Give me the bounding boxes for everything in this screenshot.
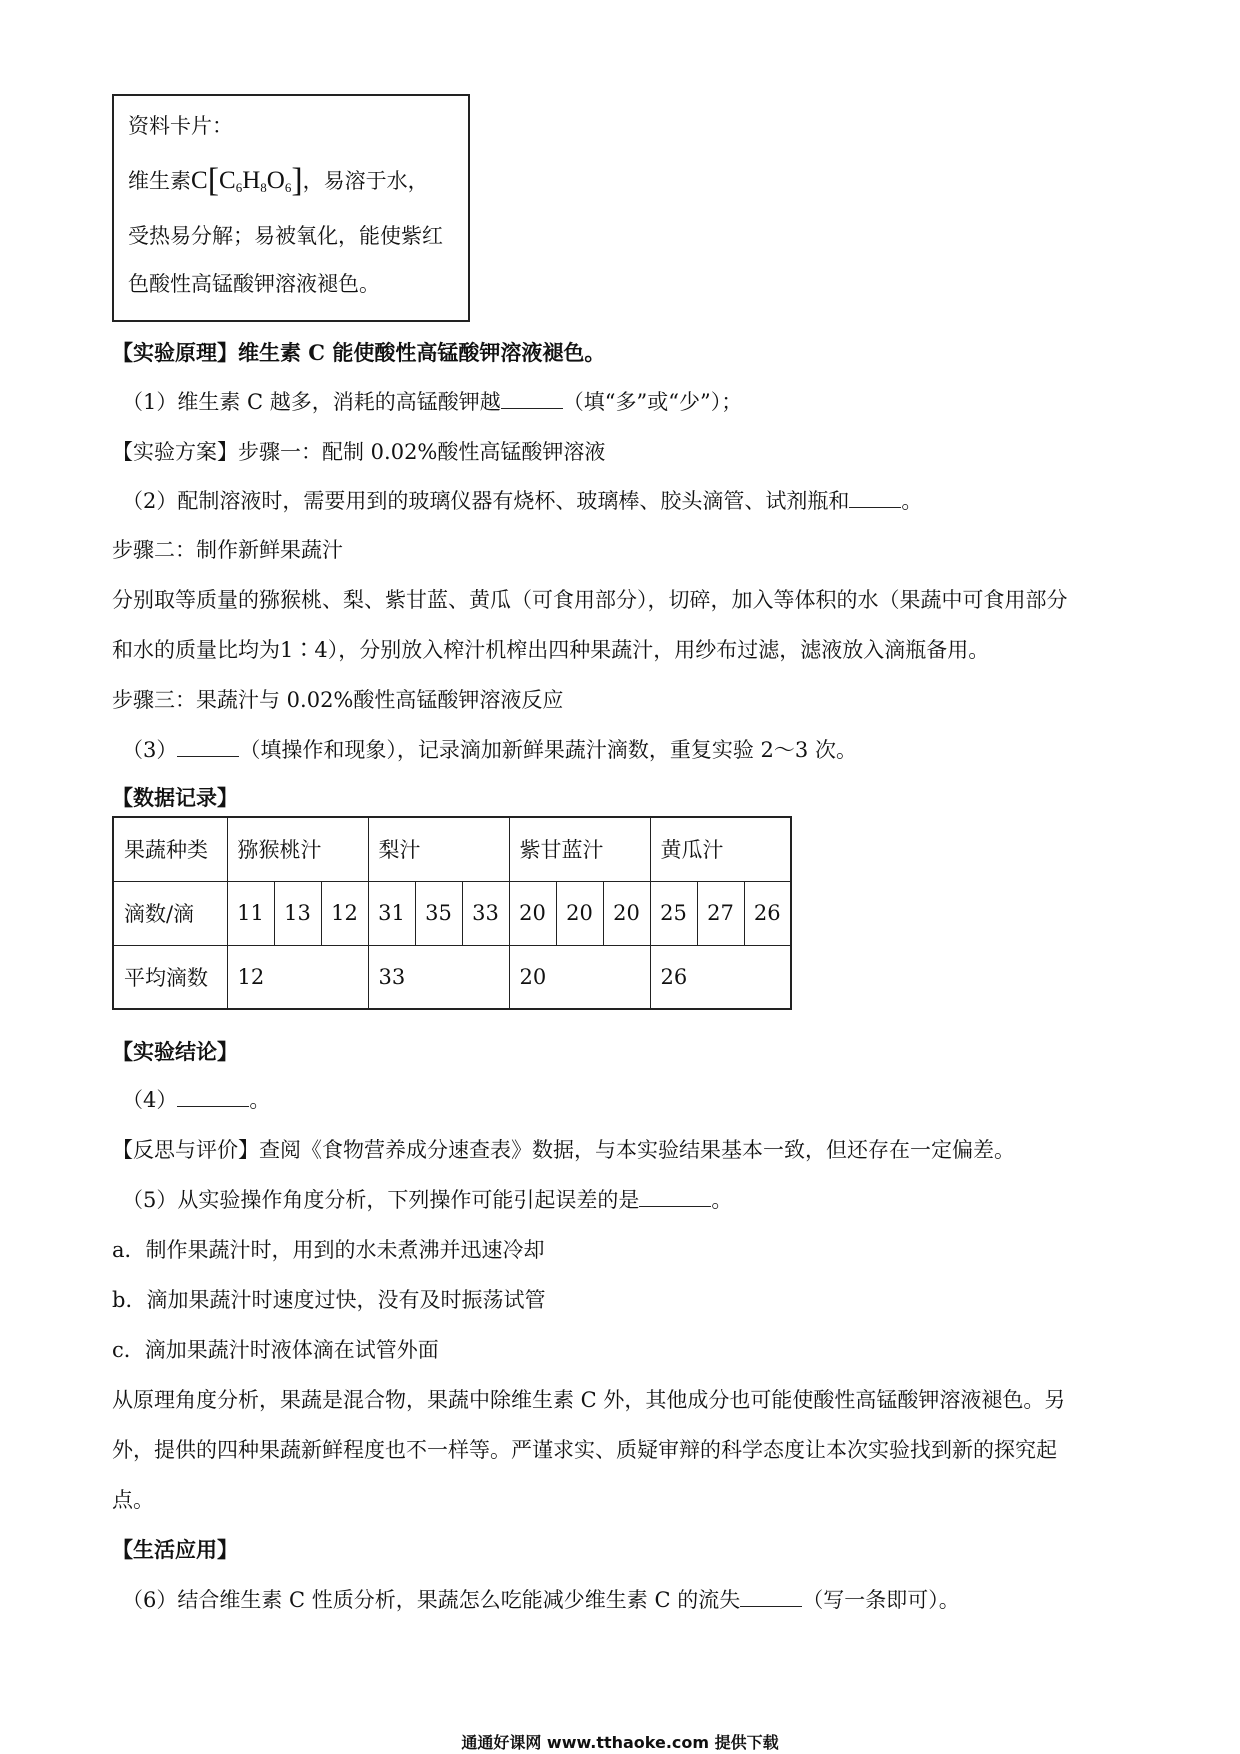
answer-blank-6[interactable] <box>740 1606 802 1607</box>
table-header-cell: 果蔬种类 <box>113 817 227 881</box>
option-c: c．滴加果蔬汁时液体滴在试管外面 <box>112 1338 439 1362</box>
question-2: （2）配制溶液时，需要用到的玻璃仪器有烧杯、玻璃棒、胶头滴管、试剂瓶和 。 <box>122 489 923 513</box>
answer-blank-1[interactable] <box>501 408 563 409</box>
vitamin-c-formula: $C[C_6H_8O_6]$ <box>191 162 303 199</box>
question-5: （5）从实验操作角度分析，下列操作可能引起误差的是 。 <box>122 1188 733 1212</box>
table-cell: 33 <box>462 881 509 945</box>
table-row-average <box>113 945 791 1009</box>
experiment-plan: 【实验方案】步骤一：配制 0.02%酸性高锰酸钾溶液 <box>112 440 606 464</box>
table-row-label: 滴数/滴 <box>113 881 227 945</box>
table-cell: 11 <box>227 881 274 945</box>
table-cell: 26 <box>650 945 791 1009</box>
life-application-title: 【生活应用】 <box>112 1537 238 1562</box>
analysis-line-3: 点。 <box>112 1488 154 1512</box>
answer-blank-5[interactable] <box>639 1206 711 1207</box>
table-cell: 26 <box>744 881 791 945</box>
table-cell: 12 <box>321 881 368 945</box>
info-card <box>112 94 470 322</box>
table-cell: 35 <box>415 881 462 945</box>
table-cell: 27 <box>697 881 744 945</box>
table-header-cell: 猕猴桃汁 <box>227 817 368 881</box>
card-line-3: 色酸性高锰酸钾溶液褪色。 <box>128 272 380 296</box>
table-row-drops <box>113 881 791 945</box>
table-row-label: 平均滴数 <box>113 945 227 1009</box>
table-cell: 33 <box>368 945 509 1009</box>
analysis-line-1: 从原理角度分析，果蔬是混合物，果蔬中除维生素 C 外，其他成分也可能使酸性高锰酸钾溶液褪色。另 <box>112 1388 1066 1412</box>
data-record-title: 【数据记录】 <box>112 785 238 810</box>
question-4: （4） 。 <box>122 1088 271 1112</box>
experiment-principle: 【实验原理】维生素 C 能使酸性高锰酸钾溶液褪色。 <box>112 340 606 365</box>
card-line-1: 维生素$C[C_6H_8O_6]$，易溶于水， <box>128 162 429 199</box>
question-1: （1）维生素 C 越多，消耗的高锰酸钾越 （填“多”或“少”）； <box>122 390 743 414</box>
table-header-cell: 梨汁 <box>368 817 509 881</box>
card-line-2: 受热易分解；易被氧化，能使紫红 <box>128 224 443 248</box>
answer-blank-2[interactable] <box>849 507 901 508</box>
table-cell: 31 <box>368 881 415 945</box>
table-cell: 13 <box>274 881 321 945</box>
step-3-title: 步骤三：果蔬汁与 0.02%酸性高锰酸钾溶液反应 <box>112 688 564 712</box>
step-2-title: 步骤二：制作新鲜果蔬汁 <box>112 538 343 562</box>
conclusion-title: 【实验结论】 <box>112 1039 238 1064</box>
page-footer: 通通好课网 www.tthaoke.com 提供下载 <box>461 1733 779 1752</box>
table-cell: 20 <box>509 945 650 1009</box>
card-title: 资料卡片： <box>128 114 233 138</box>
answer-blank-4[interactable] <box>177 1106 249 1107</box>
table-row-header <box>113 817 791 881</box>
table-cell: 20 <box>603 881 650 945</box>
option-b: b．滴加果蔬汁时速度过快，没有及时振荡试管 <box>112 1288 546 1312</box>
question-6: （6）结合维生素 C 性质分析，果蔬怎么吃能减少维生素 C 的流失 （写一条即可）。 <box>122 1588 960 1612</box>
question-3: （3） （填操作和现象），记录滴加新鲜果蔬汁滴数，重复实验 2～3 次。 <box>122 738 857 762</box>
table-cell: 25 <box>650 881 697 945</box>
table-header-cell: 紫甘蓝汁 <box>509 817 650 881</box>
table-cell: 12 <box>227 945 368 1009</box>
table-cell: 20 <box>509 881 556 945</box>
table-cell: 20 <box>556 881 603 945</box>
answer-blank-3[interactable] <box>177 756 239 757</box>
analysis-line-2: 外，提供的四种果蔬新鲜程度也不一样等。严谨求实、质疑审辩的科学态度让本次实验找到新的探究起 <box>112 1438 1057 1462</box>
option-a: a．制作果蔬汁时，用到的水未煮沸并迅速冷却 <box>112 1238 545 1262</box>
data-table <box>112 816 792 1010</box>
reflection: 【反思与评价】查阅《食物营养成分速查表》数据，与本实验结果基本一致，但还存在一定偏差。 <box>112 1138 1015 1162</box>
table-header-cell: 黄瓜汁 <box>650 817 791 881</box>
step-2-line-1: 分别取等质量的猕猴桃、梨、紫甘蓝、黄瓜（可食用部分），切碎，加入等体积的水（果蔬中可食用部分 <box>112 588 1068 612</box>
step-2-line-2: 和水的质量比均为1∶4），分别放入榨汁机榨出四种果蔬汁，用纱布过滤，滤液放入滴瓶备用。 <box>112 638 990 662</box>
